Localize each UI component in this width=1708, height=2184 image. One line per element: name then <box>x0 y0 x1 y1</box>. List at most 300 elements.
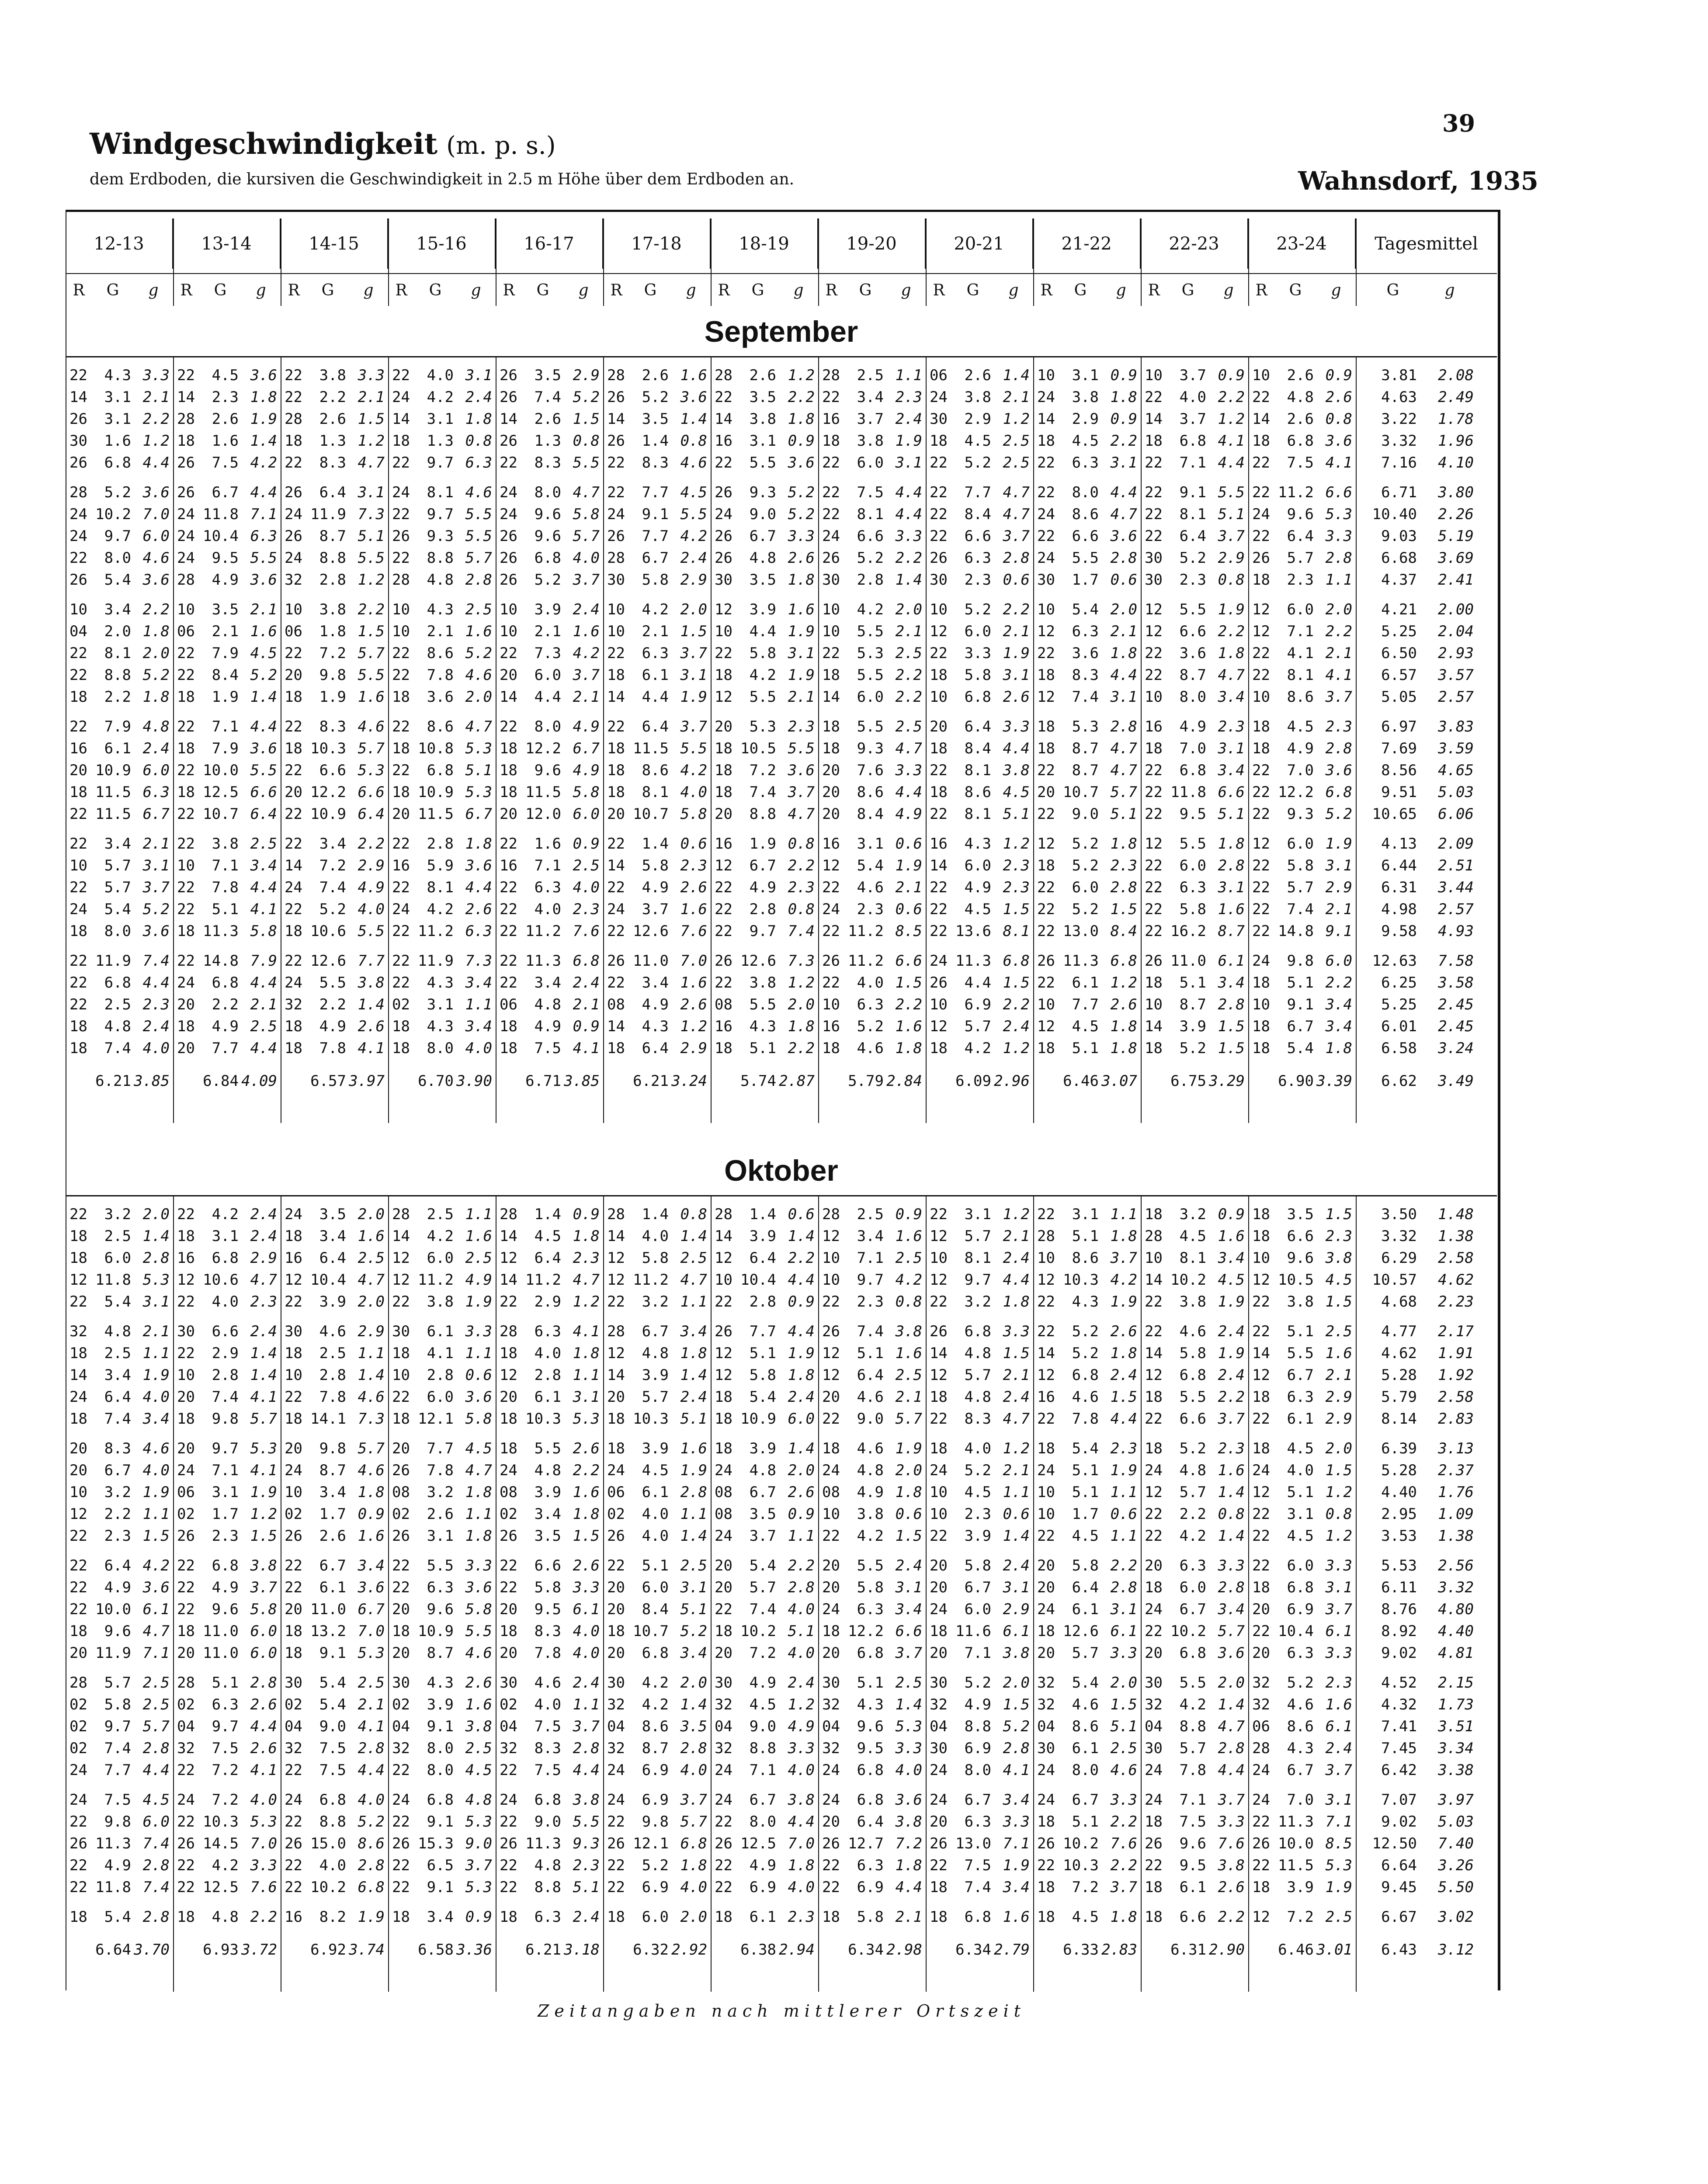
speed-ground: 6.9 <box>1287 1601 1314 1618</box>
speed-2-5m: 2.2 <box>142 601 170 618</box>
daily-mean-2-5m: 3.51 <box>1438 1718 1474 1735</box>
speed-ground: 12.2 <box>848 1622 884 1640</box>
speed-2-5m: 3.4 <box>895 1601 922 1618</box>
daily-mean-ground: 6.50 <box>1381 645 1417 662</box>
speed-2-5m: 2.5 <box>573 857 600 874</box>
header-divider <box>926 218 927 306</box>
speed-ground: 4.3 <box>1287 1740 1314 1757</box>
speed-ground: 7.7 <box>427 1440 454 1457</box>
wind-direction: 08 <box>715 996 732 1013</box>
wind-direction: 22 <box>1252 1410 1270 1428</box>
wind-direction: 10 <box>1252 996 1270 1013</box>
speed-ground: 6.5 <box>427 1857 454 1874</box>
wind-direction: 20 <box>930 1557 948 1574</box>
speed-ground: 1.6 <box>104 432 131 450</box>
wind-direction: 22 <box>1252 1622 1270 1640</box>
speed-ground: 6.8 <box>1179 1644 1206 1662</box>
speed-ground: 10.9 <box>418 1622 454 1640</box>
speed-ground: 10.0 <box>203 762 239 779</box>
wind-direction: 18 <box>822 1908 840 1926</box>
speed-2-5m: 5.2 <box>573 388 600 406</box>
wind-direction: 32 <box>177 1740 195 1757</box>
wind-direction: 04 <box>1145 1718 1163 1735</box>
speed-ground: 4.6 <box>857 1388 884 1406</box>
speed-2-5m: 2.2 <box>895 996 922 1013</box>
speed-2-5m: 2.5 <box>465 601 492 618</box>
mean-ground: 6.57 <box>310 1072 346 1090</box>
speed-ground: 8.0 <box>104 549 131 567</box>
speed-2-5m: 4.4 <box>250 1718 277 1735</box>
speed-ground: 9.7 <box>964 1271 991 1289</box>
speed-2-5m: 5.3 <box>465 783 492 801</box>
speed-ground: 7.9 <box>212 740 239 757</box>
speed-ground: 4.2 <box>642 1674 669 1692</box>
wind-direction: 22 <box>177 1879 195 1896</box>
speed-2-5m: 3.4 <box>1003 1791 1030 1809</box>
wind-direction: 24 <box>177 1791 195 1809</box>
wind-direction: 32 <box>715 1740 732 1757</box>
speed-2-5m: 2.0 <box>358 1206 385 1223</box>
wind-direction: 18 <box>500 783 517 801</box>
speed-ground: 6.7 <box>964 1579 991 1596</box>
speed-2-5m: 4.4 <box>1003 740 1030 757</box>
speed-2-5m: 2.0 <box>465 688 492 706</box>
wind-direction: 18 <box>1145 1440 1163 1457</box>
speed-2-5m: 2.1 <box>895 623 922 640</box>
speed-ground: 4.0 <box>642 1227 669 1245</box>
speed-2-5m: 4.5 <box>1003 783 1030 801</box>
speed-ground: 6.4 <box>642 1040 669 1057</box>
daily-mean-2-5m: 2.45 <box>1438 1018 1474 1035</box>
speed-2-5m: 1.9 <box>142 1484 170 1501</box>
wind-direction: 14 <box>930 857 948 874</box>
sub-header-g: g <box>901 281 911 299</box>
wind-direction: 14 <box>1037 1345 1055 1362</box>
daily-mean-2-5m: 2.09 <box>1438 835 1474 853</box>
speed-2-5m: 6.1 <box>1325 1718 1352 1735</box>
speed-2-5m: 5.1 <box>788 1622 815 1640</box>
speed-2-5m: 1.1 <box>1110 1206 1137 1223</box>
wind-direction: 32 <box>1037 1696 1055 1713</box>
speed-ground: 5.2 <box>642 388 669 406</box>
speed-2-5m: 5.2 <box>1003 1718 1030 1735</box>
speed-2-5m: 4.7 <box>1110 762 1137 779</box>
speed-2-5m: 4.1 <box>250 1761 277 1779</box>
wind-direction: 18 <box>285 1644 302 1662</box>
speed-2-5m: 1.2 <box>1325 1527 1352 1545</box>
speed-ground: 11.0 <box>633 952 669 970</box>
speed-ground: 8.0 <box>1072 484 1099 501</box>
speed-ground: 9.6 <box>534 527 561 545</box>
speed-ground: 5.5 <box>857 623 884 640</box>
wind-direction: 18 <box>1037 740 1055 757</box>
speed-2-5m: 4.4 <box>895 506 922 523</box>
wind-direction: 24 <box>69 506 87 523</box>
daily-mean-ground: 6.39 <box>1381 1440 1417 1457</box>
wind-direction: 22 <box>500 1761 517 1779</box>
wind-direction: 24 <box>715 1462 732 1479</box>
speed-ground: 3.8 <box>319 367 346 384</box>
speed-ground: 4.3 <box>642 1018 669 1035</box>
speed-2-5m: 3.8 <box>895 1813 922 1830</box>
speed-ground: 7.9 <box>104 718 131 735</box>
speed-ground: 2.8 <box>319 1366 346 1384</box>
speed-2-5m: 0.8 <box>788 835 815 853</box>
speed-2-5m: 3.8 <box>895 1323 922 1340</box>
speed-2-5m: 1.1 <box>573 1696 600 1713</box>
wind-direction: 22 <box>1252 879 1270 896</box>
wind-direction: 22 <box>392 879 410 896</box>
speed-ground: 2.8 <box>534 1366 561 1384</box>
speed-2-5m: 1.4 <box>1218 1527 1245 1545</box>
speed-ground: 6.0 <box>1072 879 1099 896</box>
wind-direction: 22 <box>177 645 195 662</box>
speed-2-5m: 3.6 <box>788 762 815 779</box>
speed-ground: 6.0 <box>1287 601 1314 618</box>
speed-ground: 4.1 <box>1287 645 1314 662</box>
speed-ground: 5.1 <box>749 1345 776 1362</box>
daily-mean-2-5m: 2.93 <box>1438 645 1474 662</box>
wind-direction: 02 <box>392 1505 410 1523</box>
speed-ground: 9.6 <box>1179 1835 1206 1852</box>
wind-direction: 18 <box>715 1388 732 1406</box>
wind-direction: 22 <box>69 645 87 662</box>
speed-2-5m: 5.2 <box>465 645 492 662</box>
wind-direction: 18 <box>715 1440 732 1457</box>
wind-direction: 02 <box>607 1505 625 1523</box>
speed-ground: 5.4 <box>104 901 131 918</box>
speed-ground: 6.4 <box>319 1249 346 1267</box>
speed-2-5m: 1.2 <box>573 1293 600 1310</box>
wind-direction: 32 <box>1252 1696 1270 1713</box>
wind-direction: 12 <box>930 1018 948 1035</box>
speed-ground: 9.8 <box>104 1813 131 1830</box>
speed-ground: 6.0 <box>534 666 561 684</box>
speed-ground: 4.3 <box>427 601 454 618</box>
speed-ground: 9.7 <box>427 506 454 523</box>
wind-direction: 18 <box>1145 740 1163 757</box>
speed-ground: 6.7 <box>749 527 776 545</box>
wind-direction: 22 <box>1037 974 1055 991</box>
speed-ground: 8.2 <box>319 1908 346 1926</box>
wind-direction: 22 <box>1145 645 1163 662</box>
speed-2-5m: 4.0 <box>573 1622 600 1640</box>
wind-direction: 24 <box>607 1761 625 1779</box>
speed-2-5m: 4.4 <box>250 484 277 501</box>
speed-2-5m: 3.1 <box>1325 1579 1352 1596</box>
speed-2-5m: 3.1 <box>1110 454 1137 471</box>
wind-direction: 26 <box>607 527 625 545</box>
speed-2-5m: 1.8 <box>250 388 277 406</box>
speed-ground: 6.6 <box>534 1557 561 1574</box>
speed-ground: 11.8 <box>203 506 239 523</box>
wind-direction: 16 <box>715 432 732 450</box>
speed-ground: 5.2 <box>964 454 991 471</box>
wind-direction: 18 <box>285 1040 302 1057</box>
speed-ground: 2.8 <box>212 1366 239 1384</box>
speed-ground: 4.9 <box>749 1857 776 1874</box>
speed-2-5m: 3.7 <box>250 1579 277 1596</box>
wind-direction: 28 <box>500 1206 517 1223</box>
wind-direction: 24 <box>1252 1761 1270 1779</box>
speed-ground: 7.5 <box>534 1718 561 1735</box>
wind-direction: 22 <box>1252 1813 1270 1830</box>
wind-direction: 18 <box>177 432 195 450</box>
speed-2-5m: 1.1 <box>142 1345 170 1362</box>
speed-2-5m: 2.5 <box>465 1740 492 1757</box>
speed-2-5m: 0.8 <box>680 1206 707 1223</box>
speed-2-5m: 3.3 <box>895 1740 922 1757</box>
wind-direction: 12 <box>285 1271 302 1289</box>
speed-ground: 6.3 <box>534 1323 561 1340</box>
speed-2-5m: 0.9 <box>573 1206 600 1223</box>
speed-2-5m: 0.9 <box>1110 367 1137 384</box>
wind-direction: 24 <box>69 527 87 545</box>
speed-2-5m: 1.8 <box>1110 835 1137 853</box>
wind-direction: 14 <box>500 688 517 706</box>
wind-direction: 22 <box>392 1879 410 1896</box>
speed-2-5m: 2.2 <box>788 1557 815 1574</box>
speed-ground: 4.9 <box>964 1696 991 1713</box>
daily-mean-ground: 6.57 <box>1381 666 1417 684</box>
speed-2-5m: 1.9 <box>1325 835 1352 853</box>
wind-direction: 24 <box>285 1206 302 1223</box>
daily-mean-ground: 4.32 <box>1381 1696 1417 1713</box>
sub-header-G: G <box>859 281 872 299</box>
wind-direction: 12 <box>1252 1908 1270 1926</box>
speed-ground: 6.0 <box>427 1249 454 1267</box>
mean-ground: 6.46 <box>1278 1941 1314 1959</box>
speed-2-5m: 2.1 <box>250 996 277 1013</box>
wind-direction: 22 <box>177 367 195 384</box>
speed-2-5m: 4.0 <box>573 1644 600 1662</box>
speed-ground: 5.1 <box>1179 974 1206 991</box>
daily-mean-ground: 9.45 <box>1381 1879 1417 1896</box>
speed-2-5m: 5.1 <box>680 1601 707 1618</box>
speed-ground: 10.2 <box>1170 1622 1206 1640</box>
wind-direction: 22 <box>69 1293 87 1310</box>
speed-2-5m: 7.9 <box>250 952 277 970</box>
wind-direction: 06 <box>285 623 302 640</box>
mean-ground: 6.70 <box>418 1072 454 1090</box>
hour-header: 15-16 <box>388 218 496 269</box>
speed-2-5m: 4.7 <box>358 454 385 471</box>
speed-2-5m: 4.0 <box>358 901 385 918</box>
speed-ground: 5.5 <box>1179 1388 1206 1406</box>
speed-2-5m: 1.9 <box>895 432 922 450</box>
speed-ground: 6.8 <box>857 1644 884 1662</box>
wind-direction: 22 <box>715 974 732 991</box>
speed-ground: 4.8 <box>104 1323 131 1340</box>
speed-2-5m: 4.1 <box>1325 666 1352 684</box>
wind-direction: 22 <box>1037 901 1055 918</box>
speed-2-5m: 6.8 <box>1110 952 1137 970</box>
daily-mean-ground: 4.77 <box>1381 1323 1417 1340</box>
speed-2-5m: 7.0 <box>250 1835 277 1852</box>
speed-ground: 9.8 <box>642 1813 669 1830</box>
speed-ground: 6.0 <box>1287 1557 1314 1574</box>
speed-2-5m: 4.9 <box>358 879 385 896</box>
wind-direction: 10 <box>69 601 87 618</box>
speed-ground: 6.4 <box>104 1388 131 1406</box>
speed-2-5m: 1.2 <box>680 1018 707 1035</box>
wind-direction: 22 <box>177 718 195 735</box>
wind-direction: 18 <box>715 1622 732 1640</box>
wind-direction: 18 <box>715 1040 732 1057</box>
wind-direction: 06 <box>177 1484 195 1501</box>
daily-mean-2-5m: 2.45 <box>1438 996 1474 1013</box>
wind-direction: 18 <box>1145 1388 1163 1406</box>
speed-ground: 8.8 <box>749 1740 776 1757</box>
speed-ground: 6.1 <box>1287 1410 1314 1428</box>
speed-ground: 6.4 <box>1072 1579 1099 1596</box>
speed-ground: 3.6 <box>1179 645 1206 662</box>
wind-direction: 22 <box>715 645 732 662</box>
wind-direction: 20 <box>500 1644 517 1662</box>
wind-direction: 22 <box>1037 645 1055 662</box>
speed-2-5m: 2.3 <box>1110 1440 1137 1457</box>
speed-2-5m: 2.6 <box>573 1440 600 1457</box>
speed-ground: 7.1 <box>534 857 561 874</box>
speed-2-5m: 4.6 <box>142 549 170 567</box>
speed-ground: 2.6 <box>319 410 346 428</box>
wind-direction: 26 <box>930 1323 948 1340</box>
speed-ground: 2.5 <box>319 1345 346 1362</box>
wind-direction: 32 <box>285 1740 302 1757</box>
speed-2-5m: 6.4 <box>250 805 277 823</box>
speed-ground: 2.3 <box>1179 571 1206 589</box>
page-number: 39 <box>1442 109 1475 137</box>
speed-ground: 6.8 <box>212 1249 239 1267</box>
wind-direction: 24 <box>1145 1791 1163 1809</box>
speed-ground: 5.4 <box>1072 1674 1099 1692</box>
speed-2-5m: 3.6 <box>142 484 170 501</box>
speed-2-5m: 1.1 <box>142 1505 170 1523</box>
speed-ground: 3.7 <box>857 410 884 428</box>
wind-direction: 18 <box>1252 1440 1270 1457</box>
speed-2-5m: 1.2 <box>1003 1440 1030 1457</box>
speed-2-5m: 1.5 <box>1003 974 1030 991</box>
speed-2-5m: 4.4 <box>1110 1410 1137 1428</box>
speed-2-5m: 1.8 <box>358 1484 385 1501</box>
wind-direction: 22 <box>822 1527 840 1545</box>
wind-direction: 10 <box>930 601 948 618</box>
wind-direction: 04 <box>500 1718 517 1735</box>
speed-ground: 7.4 <box>749 783 776 801</box>
daily-mean-2-5m: 3.13 <box>1438 1440 1474 1457</box>
speed-2-5m: 0.9 <box>1218 367 1245 384</box>
wind-direction: 18 <box>1037 1440 1055 1457</box>
speed-ground: 9.1 <box>1179 484 1206 501</box>
speed-ground: 1.3 <box>427 432 454 450</box>
speed-2-5m: 1.2 <box>358 432 385 450</box>
speed-2-5m: 2.8 <box>1218 1579 1245 1596</box>
wind-direction: 20 <box>1145 1644 1163 1662</box>
speed-2-5m: 4.9 <box>465 1271 492 1289</box>
speed-ground: 6.9 <box>964 996 991 1013</box>
wind-direction: 18 <box>1252 1388 1270 1406</box>
wind-direction: 20 <box>1252 1644 1270 1662</box>
speed-ground: 8.4 <box>642 1601 669 1618</box>
mean-2-5m: 2.83 <box>1101 1941 1137 1959</box>
speed-2-5m: 4.0 <box>788 1879 815 1896</box>
speed-2-5m: 4.1 <box>358 1040 385 1057</box>
wind-direction: 22 <box>177 1601 195 1618</box>
speed-2-5m: 2.9 <box>1325 1388 1352 1406</box>
speed-2-5m: 0.6 <box>895 1505 922 1523</box>
sub-header-G: G <box>1074 281 1087 299</box>
wind-direction: 08 <box>822 1484 840 1501</box>
wind-direction: 22 <box>285 805 302 823</box>
wind-direction: 26 <box>177 1527 195 1545</box>
speed-2-5m: 4.7 <box>465 1462 492 1479</box>
daily-mean-2-5m: 2.08 <box>1438 367 1474 384</box>
speed-ground: 7.4 <box>964 1879 991 1896</box>
daily-mean-2-5m: 4.62 <box>1438 1271 1474 1289</box>
wind-direction: 22 <box>500 952 517 970</box>
wind-direction: 24 <box>930 952 948 970</box>
speed-2-5m: 5.5 <box>573 454 600 471</box>
wind-direction: 12 <box>607 1271 625 1289</box>
speed-ground: 4.5 <box>964 901 991 918</box>
speed-2-5m: 3.3 <box>788 1740 815 1757</box>
speed-2-5m: 3.1 <box>895 454 922 471</box>
speed-2-5m: 2.2 <box>788 388 815 406</box>
speed-2-5m: 5.7 <box>465 549 492 567</box>
wind-direction: 18 <box>715 666 732 684</box>
sub-header-g: g <box>686 281 696 299</box>
speed-ground: 3.2 <box>642 1293 669 1310</box>
wind-direction: 18 <box>607 1440 625 1457</box>
speed-2-5m: 2.8 <box>1110 879 1137 896</box>
speed-ground: 8.1 <box>1287 666 1314 684</box>
speed-2-5m: 2.8 <box>1218 857 1245 874</box>
speed-2-5m: 2.8 <box>1003 1740 1030 1757</box>
speed-2-5m: 5.1 <box>1110 1718 1137 1735</box>
speed-ground: 10.2 <box>740 1622 776 1640</box>
speed-2-5m: 4.2 <box>142 1557 170 1574</box>
speed-2-5m: 1.1 <box>1110 1527 1137 1545</box>
wind-direction: 18 <box>1252 1040 1270 1057</box>
speed-2-5m: 5.3 <box>142 1271 170 1289</box>
hour-header: 19-20 <box>818 218 926 269</box>
speed-2-5m: 1.4 <box>1218 1484 1245 1501</box>
speed-ground: 8.7 <box>1072 762 1099 779</box>
speed-2-5m: 4.7 <box>1003 1410 1030 1428</box>
speed-2-5m: 1.6 <box>1325 1696 1352 1713</box>
speed-2-5m: 2.0 <box>358 1293 385 1310</box>
wind-direction: 12 <box>930 1271 948 1289</box>
mean-ground: 6.75 <box>1170 1072 1206 1090</box>
speed-ground: 3.4 <box>857 388 884 406</box>
wind-direction: 22 <box>1252 1557 1270 1574</box>
speed-2-5m: 3.3 <box>1325 1557 1352 1574</box>
wind-direction: 30 <box>1037 571 1055 589</box>
speed-ground: 5.2 <box>857 1018 884 1035</box>
speed-2-5m: 5.5 <box>680 740 707 757</box>
speed-ground: 6.1 <box>319 1579 346 1596</box>
hour-header: 21-22 <box>1033 218 1141 269</box>
wind-direction: 22 <box>1252 454 1270 471</box>
speed-ground: 7.1 <box>1287 623 1314 640</box>
wind-direction: 18 <box>177 1622 195 1640</box>
speed-2-5m: 1.9 <box>1218 601 1245 618</box>
column-divider <box>388 1195 389 1992</box>
wind-direction: 22 <box>392 367 410 384</box>
wind-direction: 22 <box>930 922 948 940</box>
speed-ground: 3.1 <box>749 432 776 450</box>
speed-ground: 4.9 <box>964 879 991 896</box>
